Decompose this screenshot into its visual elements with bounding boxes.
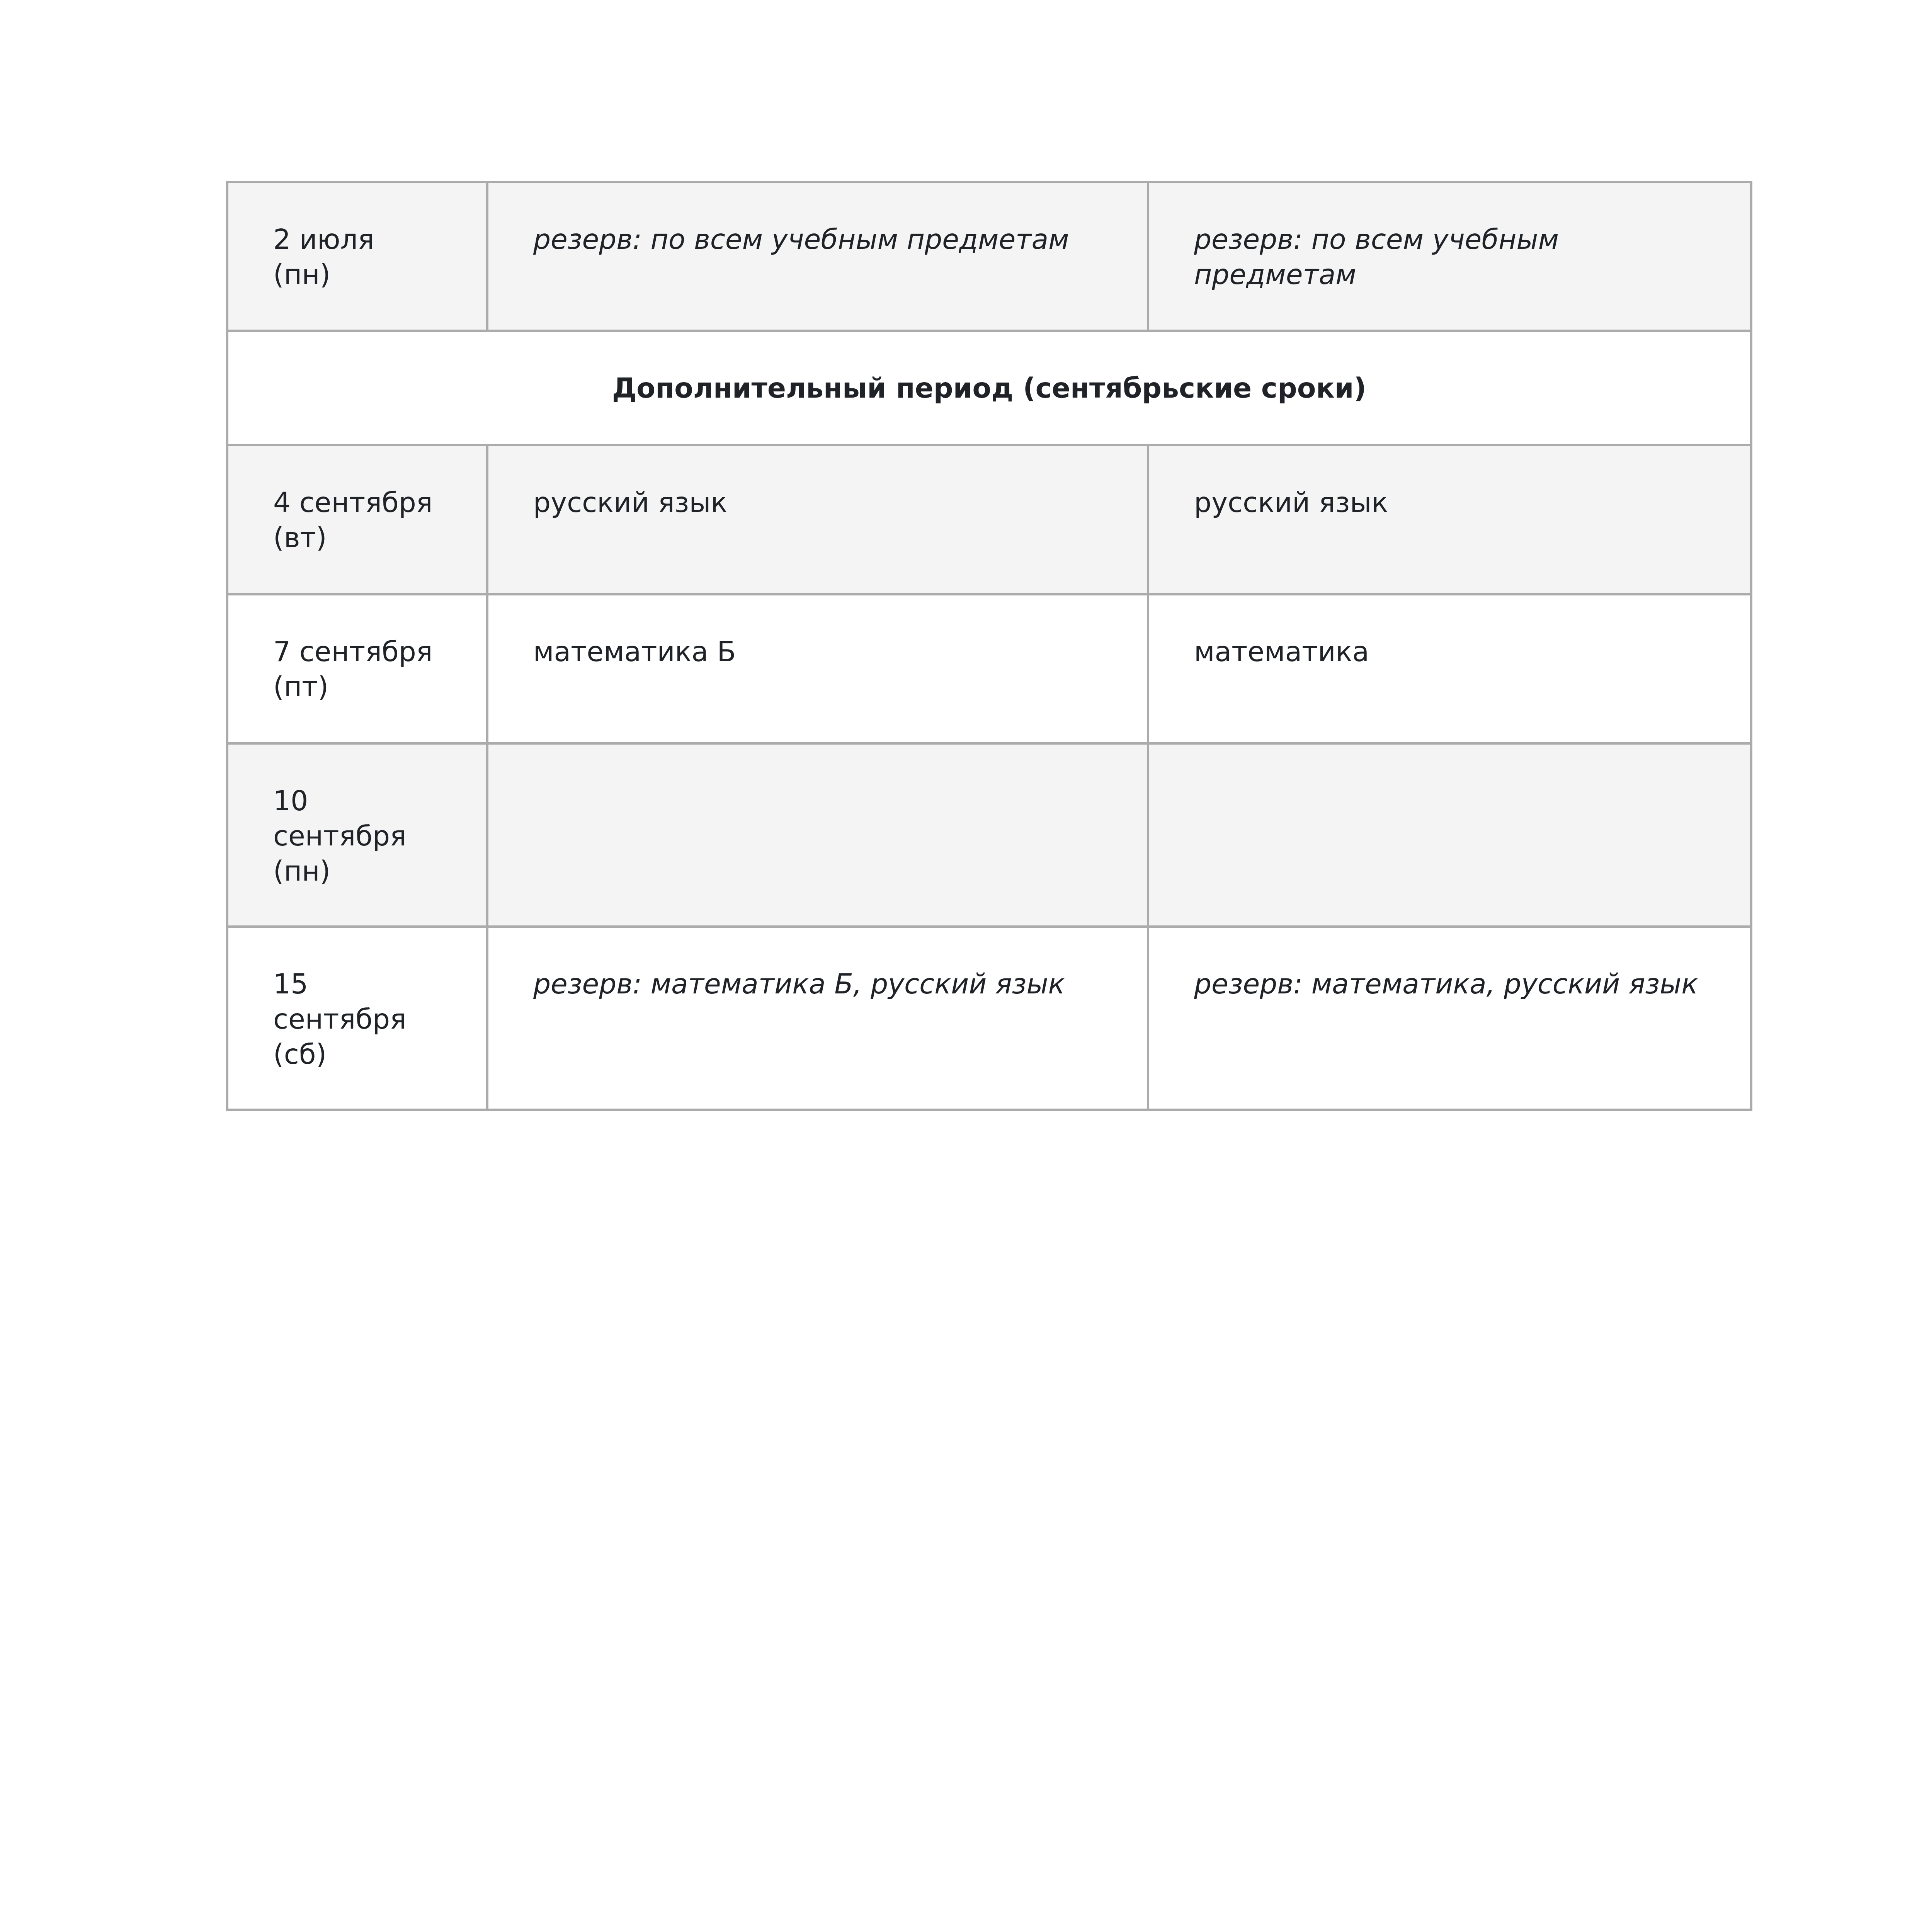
table-row (227, 182, 1751, 331)
table-row (227, 927, 1751, 1110)
table-row (227, 445, 1751, 594)
subject-cell: резерв: по всем учебным предметам (487, 182, 1148, 331)
subject-cell: русский язык (1148, 445, 1751, 594)
date-cell: 7 сентября (пт) (227, 594, 487, 743)
subject-cell (1148, 743, 1751, 927)
subject-cell: резерв: по всем учебным предметам (1148, 182, 1751, 331)
subject-cell: резерв: математика Б, русский язык (487, 927, 1148, 1110)
date-cell: 10 сентября (пн) (227, 743, 487, 927)
subject-cell: русский язык (487, 445, 1148, 594)
subject-cell: математика (1148, 594, 1751, 743)
date-cell: 2 июля (пн) (227, 182, 487, 331)
table-row (227, 743, 1751, 927)
section-heading: Дополнительный период (сентябрьские сроки) (227, 331, 1751, 445)
subject-cell: резерв: математика, русский язык (1148, 927, 1751, 1110)
date-cell: 4 сентября (вт) (227, 445, 487, 594)
subject-cell: математика Б (487, 594, 1148, 743)
subject-cell (487, 743, 1148, 927)
section-row (227, 331, 1751, 445)
date-cell: 15 сентября (сб) (227, 927, 487, 1110)
exam-schedule-table (226, 181, 1752, 1111)
table-row (227, 594, 1751, 743)
